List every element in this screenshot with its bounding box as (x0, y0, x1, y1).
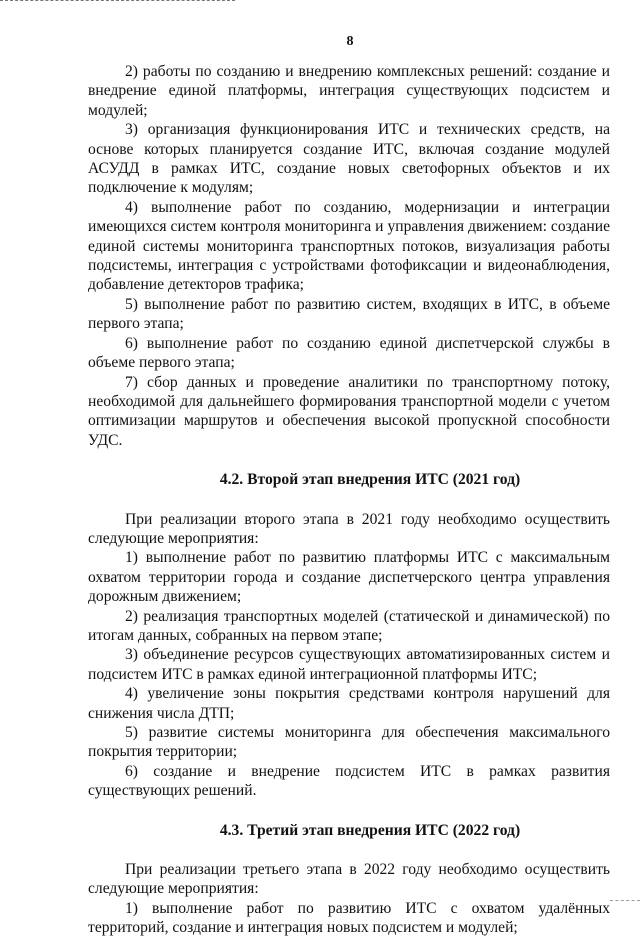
list-item: 3) организация функционирования ИТС и технических средств, на основе которых планируется создание ИТС, включая создание модулей АСУДД в рамках ИТС, создание новых светофорных объектов и их подключение к модулям; (88, 121, 610, 197)
document-body (88, 62, 610, 938)
spacer (88, 801, 610, 821)
list-item: 1) выполнение работ по развитию ИТС с охватом удалённых территорий, создание и интеграция новых подсистем и модулей; (88, 899, 610, 937)
scan-top-rule (0, 0, 235, 1)
list-item: 3) объединение ресурсов существующих автоматизированных систем и подсистем ИТС в рамках единой интеграционной платформы ИТС; (88, 646, 610, 683)
section-heading-stage-2: 4.2. Второй этап внедрения ИТС (2021 год) (219, 471, 521, 489)
list-item: 2) работы по созданию и внедрению комплексных решений: создание и внедрение единой платформы, интеграция существующих подсистем и модулей; (88, 63, 610, 119)
list-item: 6) выполнение работ по созданию единой диспетчерской службы в объеме первого этапа; (88, 334, 610, 372)
spacer (88, 450, 610, 470)
list-item: 4) увеличение зоны покрытия средствами контроля нарушений для снижения числа ДТП; (88, 685, 610, 722)
list-item: 7) сбор данных и проведение аналитики по транспортному потоку, необходимой для дальнейшего формирования транспортной модели с учетом оптимизации маршрутов и обеспечения высокой пропускной способности УДС. (88, 373, 610, 449)
list-item: 4) выполнение работ по созданию, модернизации и интеграции имеющихся систем контроля мониторинга и управления движением: создание единой системы мониторинга транспортных потоков, визуализация работы подсистемы, интеграция с устройствами фотофиксации и видеонаблюдения, добавление детекторов трафика; (88, 198, 610, 294)
section-intro: При реализации третьего этапа в 2022 году необходимо осуществить следующие мероприятия: (88, 861, 610, 898)
spacer (88, 490, 610, 510)
page-number: 8 (346, 34, 354, 49)
section-heading-stage-3: 4.3. Третий этап внедрения ИТС (2022 год) (219, 821, 521, 839)
list-item: 2) реализация транспортных моделей (статической и динамической) по итогам данных, собранных на первом этапе; (88, 607, 610, 644)
list-item: 6) создание и внедрение подсистем ИТС в рамках развития существующих решений. (88, 762, 610, 800)
spacer (88, 840, 610, 860)
list-item: 1) выполнение работ по развитию платформы ИТС с максимальным охватом территории города и создание диспетчерского центра управления дорожным движением; (88, 549, 610, 606)
scan-bottom-mark (610, 900, 640, 901)
list-item: 5) выполнение работ по развитию систем, входящих в ИТС, в объеме первого этапа; (88, 295, 610, 333)
section-intro: При реализации второго этапа в 2021 году необходимо осуществить следующие мероприятия: (88, 510, 610, 547)
list-item: 5) развитие системы мониторинга для обеспечения максимального покрытия территории; (88, 724, 610, 761)
